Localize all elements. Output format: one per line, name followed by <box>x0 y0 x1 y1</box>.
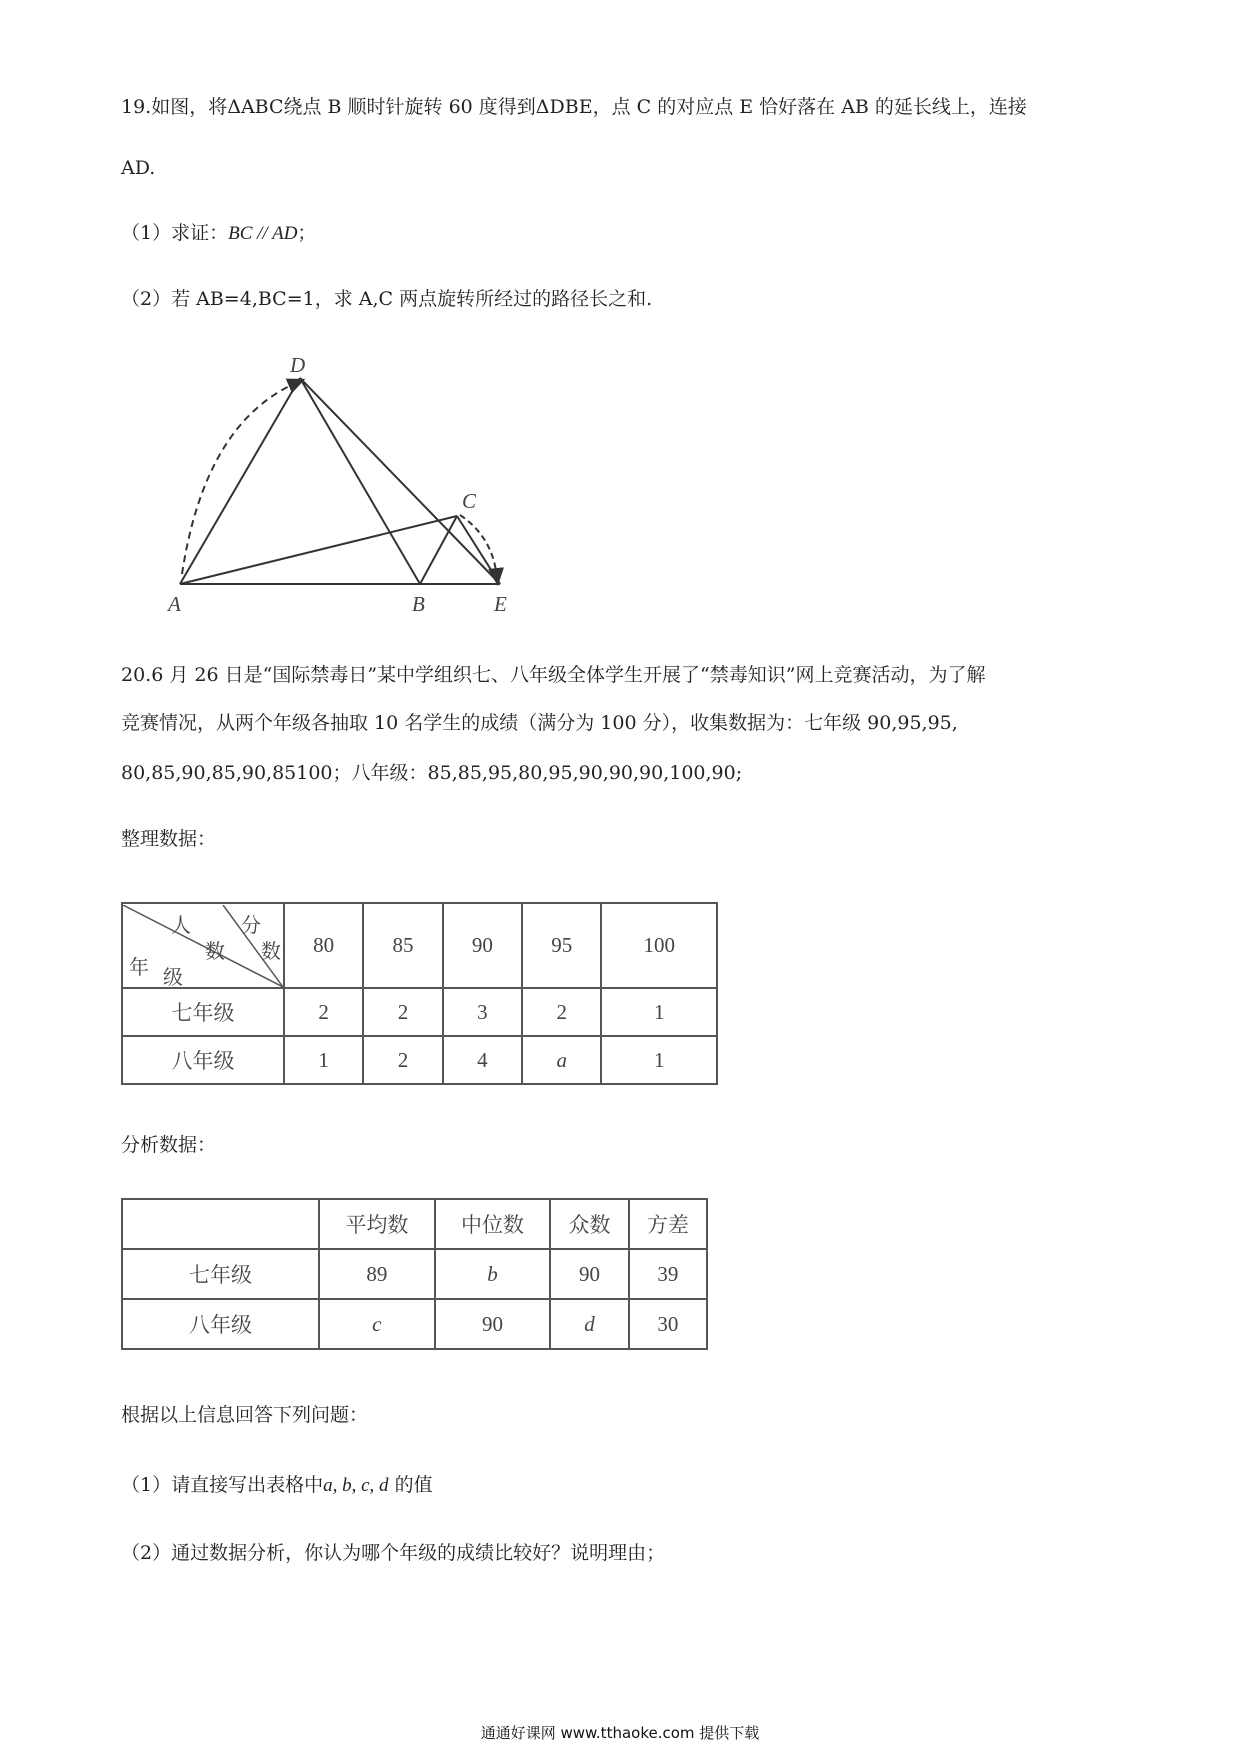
table-cell: 2 <box>363 988 442 1036</box>
table1-row-label: 八年级 <box>122 1036 284 1084</box>
q20-sub1 <box>121 1474 433 1498</box>
table-cell: 2 <box>522 988 601 1036</box>
table-cell: 90 <box>550 1249 628 1299</box>
table1-corner-cell <box>122 903 284 988</box>
table1-row-label: 七年级 <box>122 988 284 1036</box>
q20-sub2: （2）通过数据分析，你认为哪个年级的成绩比较好？说明理由； <box>121 1542 666 1564</box>
segment-cb <box>420 516 457 584</box>
segment-ce <box>457 516 500 584</box>
q19-part1-math: BC // AD <box>228 223 298 244</box>
table-cell: 3 <box>443 988 522 1036</box>
label-d: D <box>290 353 306 377</box>
table-row <box>122 988 717 1036</box>
q20-sub1-math: a, b, c, d <box>323 1475 389 1496</box>
table-cell: 1 <box>284 1036 363 1084</box>
table-cell: 4 <box>443 1036 522 1084</box>
label-c: C <box>462 489 477 513</box>
analyze-label: 分析数据： <box>121 1134 217 1156</box>
corner-ren: 人 <box>171 914 191 937</box>
triangle-lines <box>180 378 500 584</box>
organize-label: 整理数据： <box>121 828 217 850</box>
corner-nian: 年 <box>129 956 149 979</box>
table-cell: 90 <box>435 1299 551 1349</box>
table-cell: 89 <box>319 1249 435 1299</box>
label-e: E <box>494 592 507 616</box>
table-cell: 39 <box>629 1249 707 1299</box>
label-b: B <box>412 592 425 616</box>
label-a: A <box>168 592 181 616</box>
table-cell: d <box>550 1299 628 1349</box>
table1-header-cell: 85 <box>363 903 442 988</box>
q20-sub1-suffix: 的值 <box>388 1474 433 1496</box>
table2-corner-cell <box>122 1199 319 1249</box>
corner-shu2: 数 <box>261 940 281 963</box>
corner-ji: 级 <box>163 966 183 989</box>
q19-line1: 19.如图，将ΔABC绕点 B 顺时针旋转 60 度得到ΔDBE，点 C 的对应点 E 恰好落在 AB 的延长线上，连接 <box>121 96 1027 118</box>
q19-part1 <box>121 222 316 246</box>
table-cell: 1 <box>601 988 717 1036</box>
page-footer: 通通好课网 www.tthaoke.com 提供下载 <box>480 1724 760 1742</box>
table2-header-cell: 平均数 <box>319 1199 435 1249</box>
statistics-table <box>121 1198 708 1350</box>
segment-db <box>300 378 420 584</box>
table-cell: b <box>435 1249 551 1299</box>
q20-sub1-prefix: （1）请直接写出表格中 <box>121 1474 324 1496</box>
table2-header-cell: 中位数 <box>435 1199 551 1249</box>
q20-line1: 20.6 月 26 日是“国际禁毒日”某中学组织七、八年级全体学生开展了“禁毒知识”网上竞赛活动，为了解 <box>121 664 986 686</box>
table-row <box>122 1299 707 1349</box>
table-cell: a <box>522 1036 601 1084</box>
rotation-figure <box>160 352 580 617</box>
segment-de <box>300 378 500 584</box>
table2-row-label: 八年级 <box>122 1299 319 1349</box>
table1-header-cell: 90 <box>443 903 522 988</box>
score-frequency-table <box>121 902 718 1085</box>
q19-part1-suffix: ； <box>297 222 317 244</box>
q20-line3: 80,85,90,85,90,85100；八年级：85,85,95,80,95,90,90,90,100,90; <box>121 762 743 784</box>
arc-c-to-e <box>460 515 497 578</box>
table-cell: c <box>319 1299 435 1349</box>
table1-header-cell: 80 <box>284 903 363 988</box>
segment-ac <box>180 516 457 584</box>
table1-header-cell: 100 <box>601 903 717 988</box>
corner-shu1: 数 <box>205 940 225 963</box>
table2-header-cell: 众数 <box>550 1199 628 1249</box>
table-cell: 2 <box>284 988 363 1036</box>
q19-part2: （2）若 AB=4,BC=1，求 A,C 两点旋转所经过的路径长之和. <box>121 288 653 310</box>
table2-header-cell: 方差 <box>629 1199 707 1249</box>
q20-line2: 竞赛情况，从两个年级各抽取 10 名学生的成绩（满分为 100 分），收集数据为：七年级 90,95,95, <box>121 712 958 734</box>
segment-ad <box>180 378 300 584</box>
table-row <box>122 1036 717 1084</box>
table-row <box>122 1249 707 1299</box>
table-cell: 2 <box>363 1036 442 1084</box>
answer-intro: 根据以上信息回答下列问题： <box>121 1404 369 1426</box>
table-cell: 30 <box>629 1299 707 1349</box>
corner-fen: 分 <box>241 914 261 937</box>
table2-row-label: 七年级 <box>122 1249 319 1299</box>
q19-part1-prefix: （1）求证： <box>121 222 229 244</box>
table-cell: 1 <box>601 1036 717 1084</box>
q19-line2: AD. <box>121 157 156 179</box>
table1-header-row <box>122 903 717 988</box>
table1-header-cell: 95 <box>522 903 601 988</box>
table2-header-row <box>122 1199 707 1249</box>
